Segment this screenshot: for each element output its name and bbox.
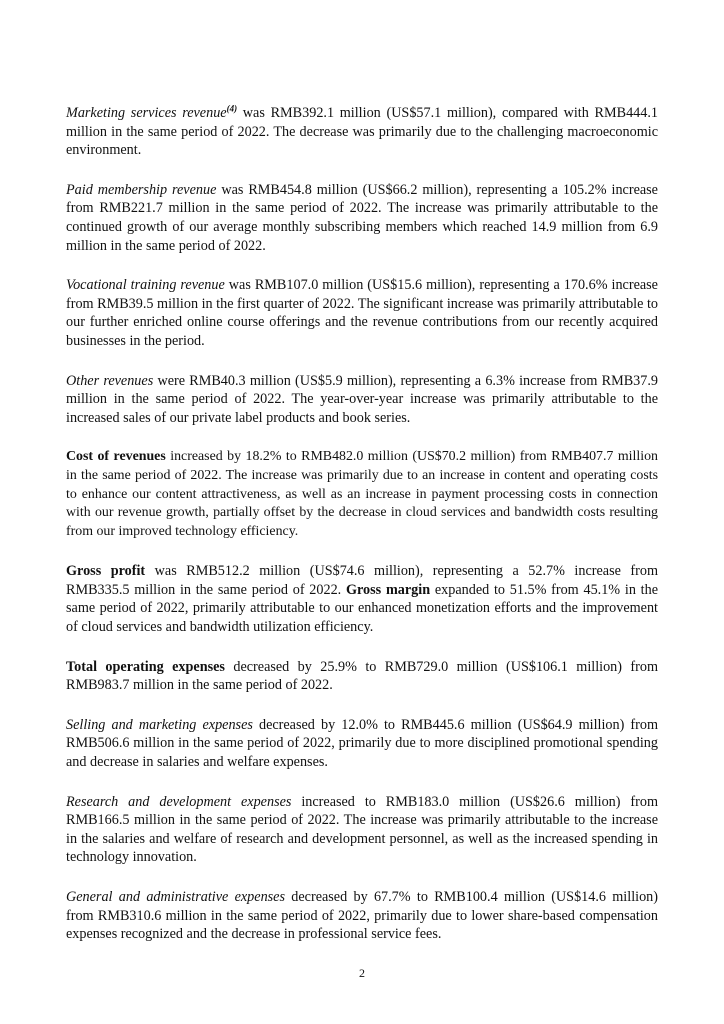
paragraph-lead-term: Selling and marketing expenses xyxy=(66,716,253,733)
paragraph-general-and-administrative-expenses xyxy=(66,888,658,944)
paragraph-cost-of-revenues xyxy=(66,448,658,541)
paragraph-vocational-training-revenue xyxy=(66,276,658,350)
paragraph-text: was RMB107.0 million (US$15.6 million), representing a 170.6% increase from RMB39.5 million in the first quarter of 2022. The significant increase was primarily attributable to our further enriched online course offerings and the revenue contributions from our recently acquired businesses in the period. xyxy=(66,277,658,349)
paragraph-other-revenues xyxy=(66,372,658,428)
paragraph-gross-profit xyxy=(66,562,658,636)
paragraph-text: was RMB512.2 million (US$74.6 million), representing a 52.7% increase from RMB335.5 million in the same period of 2022. xyxy=(66,563,658,598)
paragraph-text: was RMB454.8 million (US$66.2 million), representing a 105.2% increase from RMB221.7 million in the same period of 2022. The increase was primarily attributable to the continued growth of our average monthly subscribing members which reached 14.9 million from 6.9 million in the same period of 2022. xyxy=(66,181,658,254)
paragraph-marketing-services-revenue xyxy=(66,104,658,160)
paragraph-text: were RMB40.3 million (US$5.9 million), representing a 6.3% increase from RMB37.9 million in the same period of 2022. The year-over-year increase was primarily attributable to the increased sales of our private label products and book series. xyxy=(66,372,658,426)
paragraph-lead-term: Cost of revenues xyxy=(66,449,166,465)
paragraph-lead-term: Gross profit xyxy=(66,563,146,580)
paragraph-text: decreased by 25.9% to RMB729.0 million (US$106.1 million) from RMB983.7 million in the same period of 2022. xyxy=(66,658,658,694)
document-body xyxy=(66,104,658,965)
paragraph-selling-and-marketing-expenses xyxy=(66,716,658,772)
paragraph-lead-term: Total operating expenses xyxy=(66,658,225,675)
paragraph-text: decreased by 12.0% to RMB445.6 million (US$64.9 million) from RMB506.6 million in the same period of 2022, primarily due to more disciplined promotional spending and decrease in salaries and welfare expenses. xyxy=(66,716,658,771)
paragraph-text: was RMB392.1 million (US$57.1 million), compared with RMB444.1 million in the same period of 2022. The decrease was primarily due to the challenging macroeconomic environment. xyxy=(66,105,658,159)
paragraph-research-and-development-expenses xyxy=(66,793,658,867)
page-number: 2 xyxy=(359,966,365,980)
paragraph-lead-term: General and administrative expenses xyxy=(66,889,285,905)
paragraph-lead-term-secondary: Gross margin xyxy=(345,581,431,598)
paragraph-total-operating-expenses xyxy=(66,658,658,695)
paragraph-lead-term: Research and development expenses xyxy=(66,793,292,810)
paragraph-lead-term: Paid membership revenue xyxy=(66,181,217,198)
paragraph-text-continued: expanded to 51.5% from 45.1% in the same period of 2022, primarily attributable to our enhanced monetization efforts and the improvement of cloud services and bandwidth utilization efficiency. xyxy=(66,581,658,636)
paragraph-lead-term: Vocational training revenue xyxy=(66,277,225,294)
paragraph-paid-membership-revenue xyxy=(66,181,658,255)
footnote-reference: (4) xyxy=(226,103,238,114)
paragraph-lead-term: Other revenues xyxy=(66,372,154,389)
paragraph-text: decreased by 67.7% to RMB100.4 million (US$14.6 million) from RMB310.6 million in the same period of 2022, primarily due to lower share-based compensation expenses recognized and the decrease in professional service fees. xyxy=(66,889,658,943)
paragraph-text: increased to RMB183.0 million (US$26.6 million) from RMB166.5 million in the same period of 2022. The increase was primarily attributable to the increase in the salaries and welfare of research and development personnel, as well as the increased spending in technology innovation. xyxy=(66,793,658,866)
paragraph-lead-term: Marketing services revenue xyxy=(66,105,227,121)
paragraph-text: increased by 18.2% to RMB482.0 million (US$70.2 million) from RMB407.7 million in the same period of 2022. The increase was primarily due to an increase in content and operating costs to enhance our content attractiveness, as well as an increase in payment processing costs in connection with our revenue growth, partially offset by the decrease in cloud services and bandwidth costs resulting from our improved technology efficiency. xyxy=(66,449,658,539)
